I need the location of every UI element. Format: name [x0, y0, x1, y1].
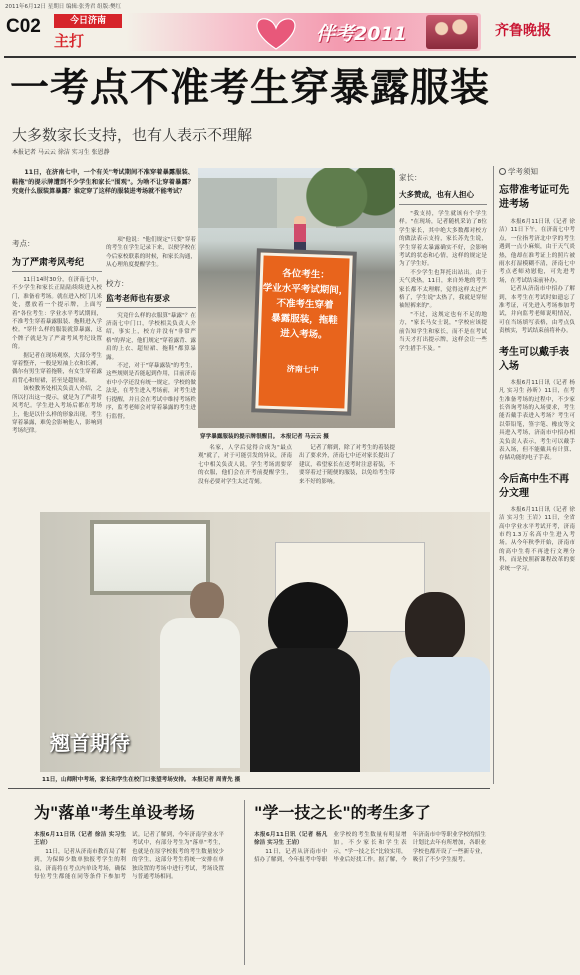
woman-figure	[250, 582, 360, 772]
headline: 一考点不准考生穿暴露服装	[10, 66, 491, 111]
header-rule	[4, 56, 576, 58]
col2-paragraph: 不过，对于"穿暴露装"的考生，这些规则是否能起到作用，目前济南市中小学还没有统一规定。学校的做法是，在考生进入考场前，对考生进行提醒，并且会在考试中维持考场秩序，监考老师会对穿着暴露的考生进行监督。	[106, 363, 196, 420]
col5-paragraph: "不过，这规定也有不足的地方，"家长马女士说，"学校应该提前告知学生和家长，而不是在考试当天才打出提示牌，这样会让一些学生措手不及。"	[399, 311, 487, 352]
sidebar-item2-text: 本报6月11日讯（记者 杨凡 实习生 孙昕）11日，在考生准备考场的过程中，不少家长咨询考场的入场要求，考生能否戴手表进入考场？考生可以带铅笔，签字笔、橡皮等文具进入考场，济南市中招办相关负责人表示，考生可以戴手表入场，但不能戴具有计算、存储功能的电子手表。	[499, 379, 575, 462]
col5-paragraph: "我支持，学生就该有个学生样。"在现场，记者随机采访了8位学生家长，其中绝大多数都对校方的做法表示支持，家长苏先生说，学生穿着太暴露确实不好，会影响考试的状态和心情，这样的规定是为了学生好。	[399, 211, 487, 268]
photo-parents	[40, 512, 490, 772]
man-head	[190, 582, 224, 622]
col1-title-rule	[12, 271, 102, 272]
col2	[106, 236, 196, 421]
sidebar	[499, 166, 575, 573]
bottom-rule	[8, 788, 490, 789]
col5-title: 大多赞成，也有人担心	[399, 190, 474, 199]
col5	[399, 172, 487, 353]
col2-text-top: 项"他说："他们规定"只要"穿着的考生在学生记录下来，以便学校在今后家校联系的时候，和家长沟通，从心理角度提醒学生。	[106, 237, 196, 269]
lead-paragraph: 11日，在济南七中，一个有关"考试期间不准穿着暴露服装、鞋拖"的提示牌遭到不少学生和家长"围观"。为啥不让穿着暴露？究竟什么服装算暴露？谁定穿了这样的服装进考场就不能考试？	[12, 169, 194, 195]
clock-icon	[499, 168, 506, 175]
tree-bg	[298, 168, 395, 238]
right-person	[380, 592, 490, 772]
banner	[126, 13, 481, 51]
section-bottom: 主打	[54, 32, 85, 50]
col2-label: 校方：	[106, 278, 129, 288]
sidebar-item3-text: 本报6月11日讯（记者 徐洁 实习生 王岩）11日，全省高中学业水平考试开考，济南市约1.3万名高中生进入考场。从今年秋季开始，济南市的高中生将不再进行文理分科，而是按照新课程改革的要求统一学习。	[499, 506, 575, 572]
bottom-left-text: 本报6月11日讯（记者 徐洁 实习生 王岩） 11日，记者从济南市教育局了解到，为保障少数单独报考学生的利益，济南将在考点内单设考场，确保每位考生都能在同等条件下参加考试。记者了解到，今年济南学业水平考试中，有部分考生为"落单"考生，也就是在原学校报考的考生数量较少的学生，这部分考生将统一安排在单独设置的考场中进行考试，考场设置与普通考场相同。	[34, 832, 224, 881]
woman-top	[250, 648, 360, 772]
bottom-left-byline: 本报6月11日讯（记者 徐洁 实习生 王岩）	[34, 832, 126, 847]
col1-paragraph: 该校教务处相关负责人介绍，之所以打出这一提示，就是为了严肃考风考纪。学生进入考场后都在考场上，他是以什么样的形象出现。考生穿着暴露，难免会影响他人，影响到考场纪律。	[12, 386, 102, 435]
sign-line: 进入考场。	[279, 328, 328, 341]
photo1-caption: 穿学暴露服装的提示牌很醒目。 本报记者 马云云 摄	[200, 434, 329, 440]
sign-line: 不准考生穿着	[276, 298, 334, 312]
date-line: 2011年6月12日 星期日 编辑:张秀君 组版:樊红	[5, 4, 121, 10]
col1-paragraph: 据记者在现场观察，大部分考生穿着整齐，一般是短袖上衣和长裤，偶尔有男生穿着拖鞋，有女生穿着露肩背心和短裙，甚至是超短裙。	[12, 352, 102, 384]
col1	[12, 238, 102, 436]
photo2-label: 翘首期待	[50, 731, 130, 755]
photo2-caption: 11日，山师附中考场，家长和学生在校门口张望考场安排。 本报记者 周青先 摄	[42, 777, 241, 783]
sign-footer: 济南七中	[286, 364, 319, 375]
col1-text	[12, 276, 102, 436]
byline: 本报记者 马云云 徐洁 实习生 张恩静	[12, 149, 110, 156]
sidebar-kicker: 学考须知	[499, 166, 575, 177]
masthead	[0, 0, 580, 58]
sign-board	[255, 252, 352, 411]
col2-title: 监考老师也有要求	[106, 293, 170, 303]
bottom-left	[34, 800, 224, 881]
col1-label: 考点：	[12, 239, 35, 248]
col5-paragraph: 不少学生也拜托出站出。由于天气炎热，11日，来自外地的考生家长都不太理解，觉得这样太过严格了，学生说"太热了，我就是穿短袖短裤来的"。	[399, 269, 487, 310]
col3-text: 名家，人学后觉得合成为"最点观"就了，对于可能引发的异议，济南七中相关负责人说，学生考场需要穿的衣服，他们会在开考前提醒学生，没有必要对学生太过苛刻。	[198, 445, 292, 485]
col4-text: 记者了解到，除了对考生的着装提出了要求外，济南七中还对家长提出了建议，希望家长在送考时注意着装，不要穿着过于随便的服装，以免给考生带来不好的影响。	[299, 445, 395, 485]
man-shirt	[160, 618, 240, 768]
heart-decoration	[246, 15, 306, 51]
page-code: C02	[6, 16, 41, 37]
col5-label: 家长：	[399, 173, 422, 182]
bottom-right	[254, 800, 486, 865]
sidebar-item1-title: 忘带准考证可先进考场	[499, 185, 569, 210]
col2-text	[106, 312, 196, 421]
sidebar-rule	[493, 166, 494, 784]
col5-title-rule	[399, 204, 487, 205]
bottom-right-byline: 本报6月11日讯（记者 杨凡 徐洁 实习生 王岩）	[254, 832, 328, 847]
family-photo	[426, 15, 478, 49]
sign-line: 各位考生：	[282, 268, 330, 281]
section-top: 今日济南	[54, 14, 122, 28]
sidebar-item2-title: 考生可以戴手表入场	[499, 346, 569, 372]
bottom-right-text: 本报6月11日讯（记者 杨凡 徐洁 实习生 王岩） 11日，记者从济南市中招办了解到，今年报考中等职业学校的考生数量有明显增加。不少家长和学生表示，"学一技之长"比较实用，毕业后好找工作。据了解，今年济南市中等职业学校的招生计划比去年有所增加，各职业学校也都开设了一些新专业，吸引了不少学生报考。	[254, 832, 486, 864]
col1-paragraph: 11日14时30分，在济南七中，不少学生和家长正陆陆续续进入校门，准备看考场。就在进入校门几米处，摆放着一个提示牌，上面写着"各位考生：学业水平考试期间，不准考生穿着暴露服装、拖鞋进入学校。"穿什么样的服装就算暴露，这个牌子就是为了严肃考风考纪设置的。	[12, 277, 102, 351]
man-figure	[160, 582, 240, 772]
col1-title: 为了严肃考风考纪	[12, 258, 85, 268]
right-person-head	[405, 592, 465, 662]
sign-stand	[251, 248, 357, 415]
photo-sign	[198, 168, 395, 428]
col2-title-rule	[106, 307, 196, 308]
sidebar-item3-title: 今后高中生不再分文理	[499, 473, 569, 499]
sign-line: 暴露服装，拖鞋	[270, 312, 338, 327]
right-person-shirt	[390, 657, 490, 772]
subheadline: 大多数家长支持，也有人表示不理解	[12, 126, 253, 144]
sidebar-item1-text: 本报6月11日讯（记者 徐洁）11日下午，在济南七中考点，一位指考济北中学的考生遇到一点小麻烦，由于天气炎热，他却在准考证上的照片被雨水打湿模糊不清，济南七中考点老师劝慰他，可先进考场，在考试结束前补办。 记者从济南市中招办了解到，本考生在考试时如遗忘了准考证，可先进入考场参加考试，并向监考老师说明情况，可在当场填写表格，由考点负责核实，考试结束前将补办。	[499, 219, 575, 335]
col2-paragraph: 究竟什么样的衣服算"暴露"？在济南七中门口，学校相关负责人介绍，事实上，校方并没有"非常严格"的界定，他们规定"穿着露背、露肩的上衣、超短裙、拖鞋"都算暴露。	[106, 312, 196, 361]
brand-logo: 齐鲁晚报	[495, 23, 551, 39]
bottom-right-title: "学一技之长"的考生多了	[254, 803, 431, 822]
banner-title: 伴考2011	[316, 23, 407, 45]
sign-line: 学业水平考试期间，	[262, 282, 349, 297]
col5-text	[399, 210, 487, 353]
bottom-left-title: 为"落单"考生单设考场	[34, 803, 195, 822]
bottom-divider	[244, 800, 245, 965]
